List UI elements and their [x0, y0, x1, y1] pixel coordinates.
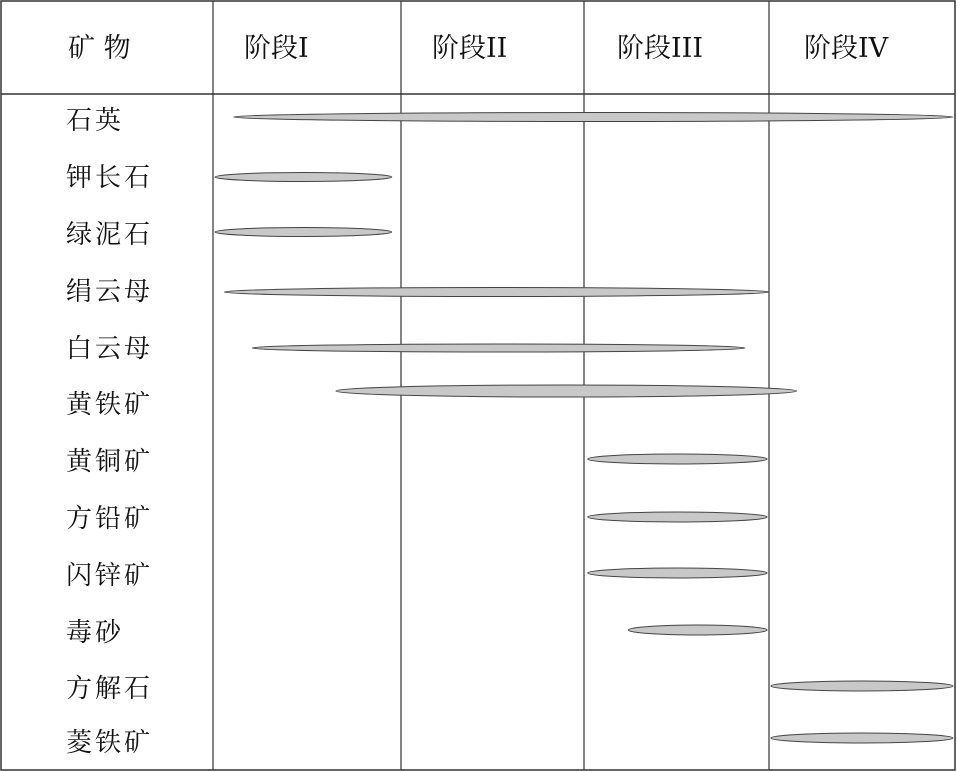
stage-header: 阶段IV — [804, 33, 889, 64]
occurrence-bar — [224, 288, 769, 297]
occurrence-bar — [588, 512, 767, 522]
occurrence-bar — [588, 454, 767, 464]
mineral-label: 闪锌矿 — [66, 561, 154, 591]
mineral-label: 方解石 — [66, 674, 154, 704]
mineral-label: 绿泥石 — [66, 220, 154, 250]
mineral-label: 白云母 — [66, 334, 154, 364]
mineral-column-header: 矿 物 — [68, 33, 131, 64]
occurrence-bar — [234, 113, 953, 122]
occurrence-bar — [628, 625, 767, 635]
occurrence-bar — [588, 568, 767, 578]
mineral-label: 石英 — [66, 106, 125, 136]
mineral-label: 方铅矿 — [66, 504, 154, 534]
mineral-label: 钾长石 — [66, 163, 154, 193]
mineral-label: 绢云母 — [66, 277, 154, 307]
occurrence-bar — [336, 385, 797, 397]
mineral-label: 菱铁矿 — [66, 728, 154, 758]
occurrence-bar — [771, 733, 953, 743]
stage-header: 阶段I — [244, 33, 309, 64]
mineral-label: 黄铁矿 — [66, 390, 154, 420]
occurrence-bar — [252, 344, 745, 352]
mineral-label: 黄铜矿 — [66, 447, 154, 477]
occurrence-bar — [215, 173, 392, 182]
stage-header: 阶段III — [617, 33, 703, 64]
stage-header: 阶段II — [432, 33, 508, 64]
mineral-label: 毒砂 — [66, 618, 125, 648]
occurrence-bar — [215, 228, 392, 237]
occurrence-bar — [771, 681, 953, 691]
